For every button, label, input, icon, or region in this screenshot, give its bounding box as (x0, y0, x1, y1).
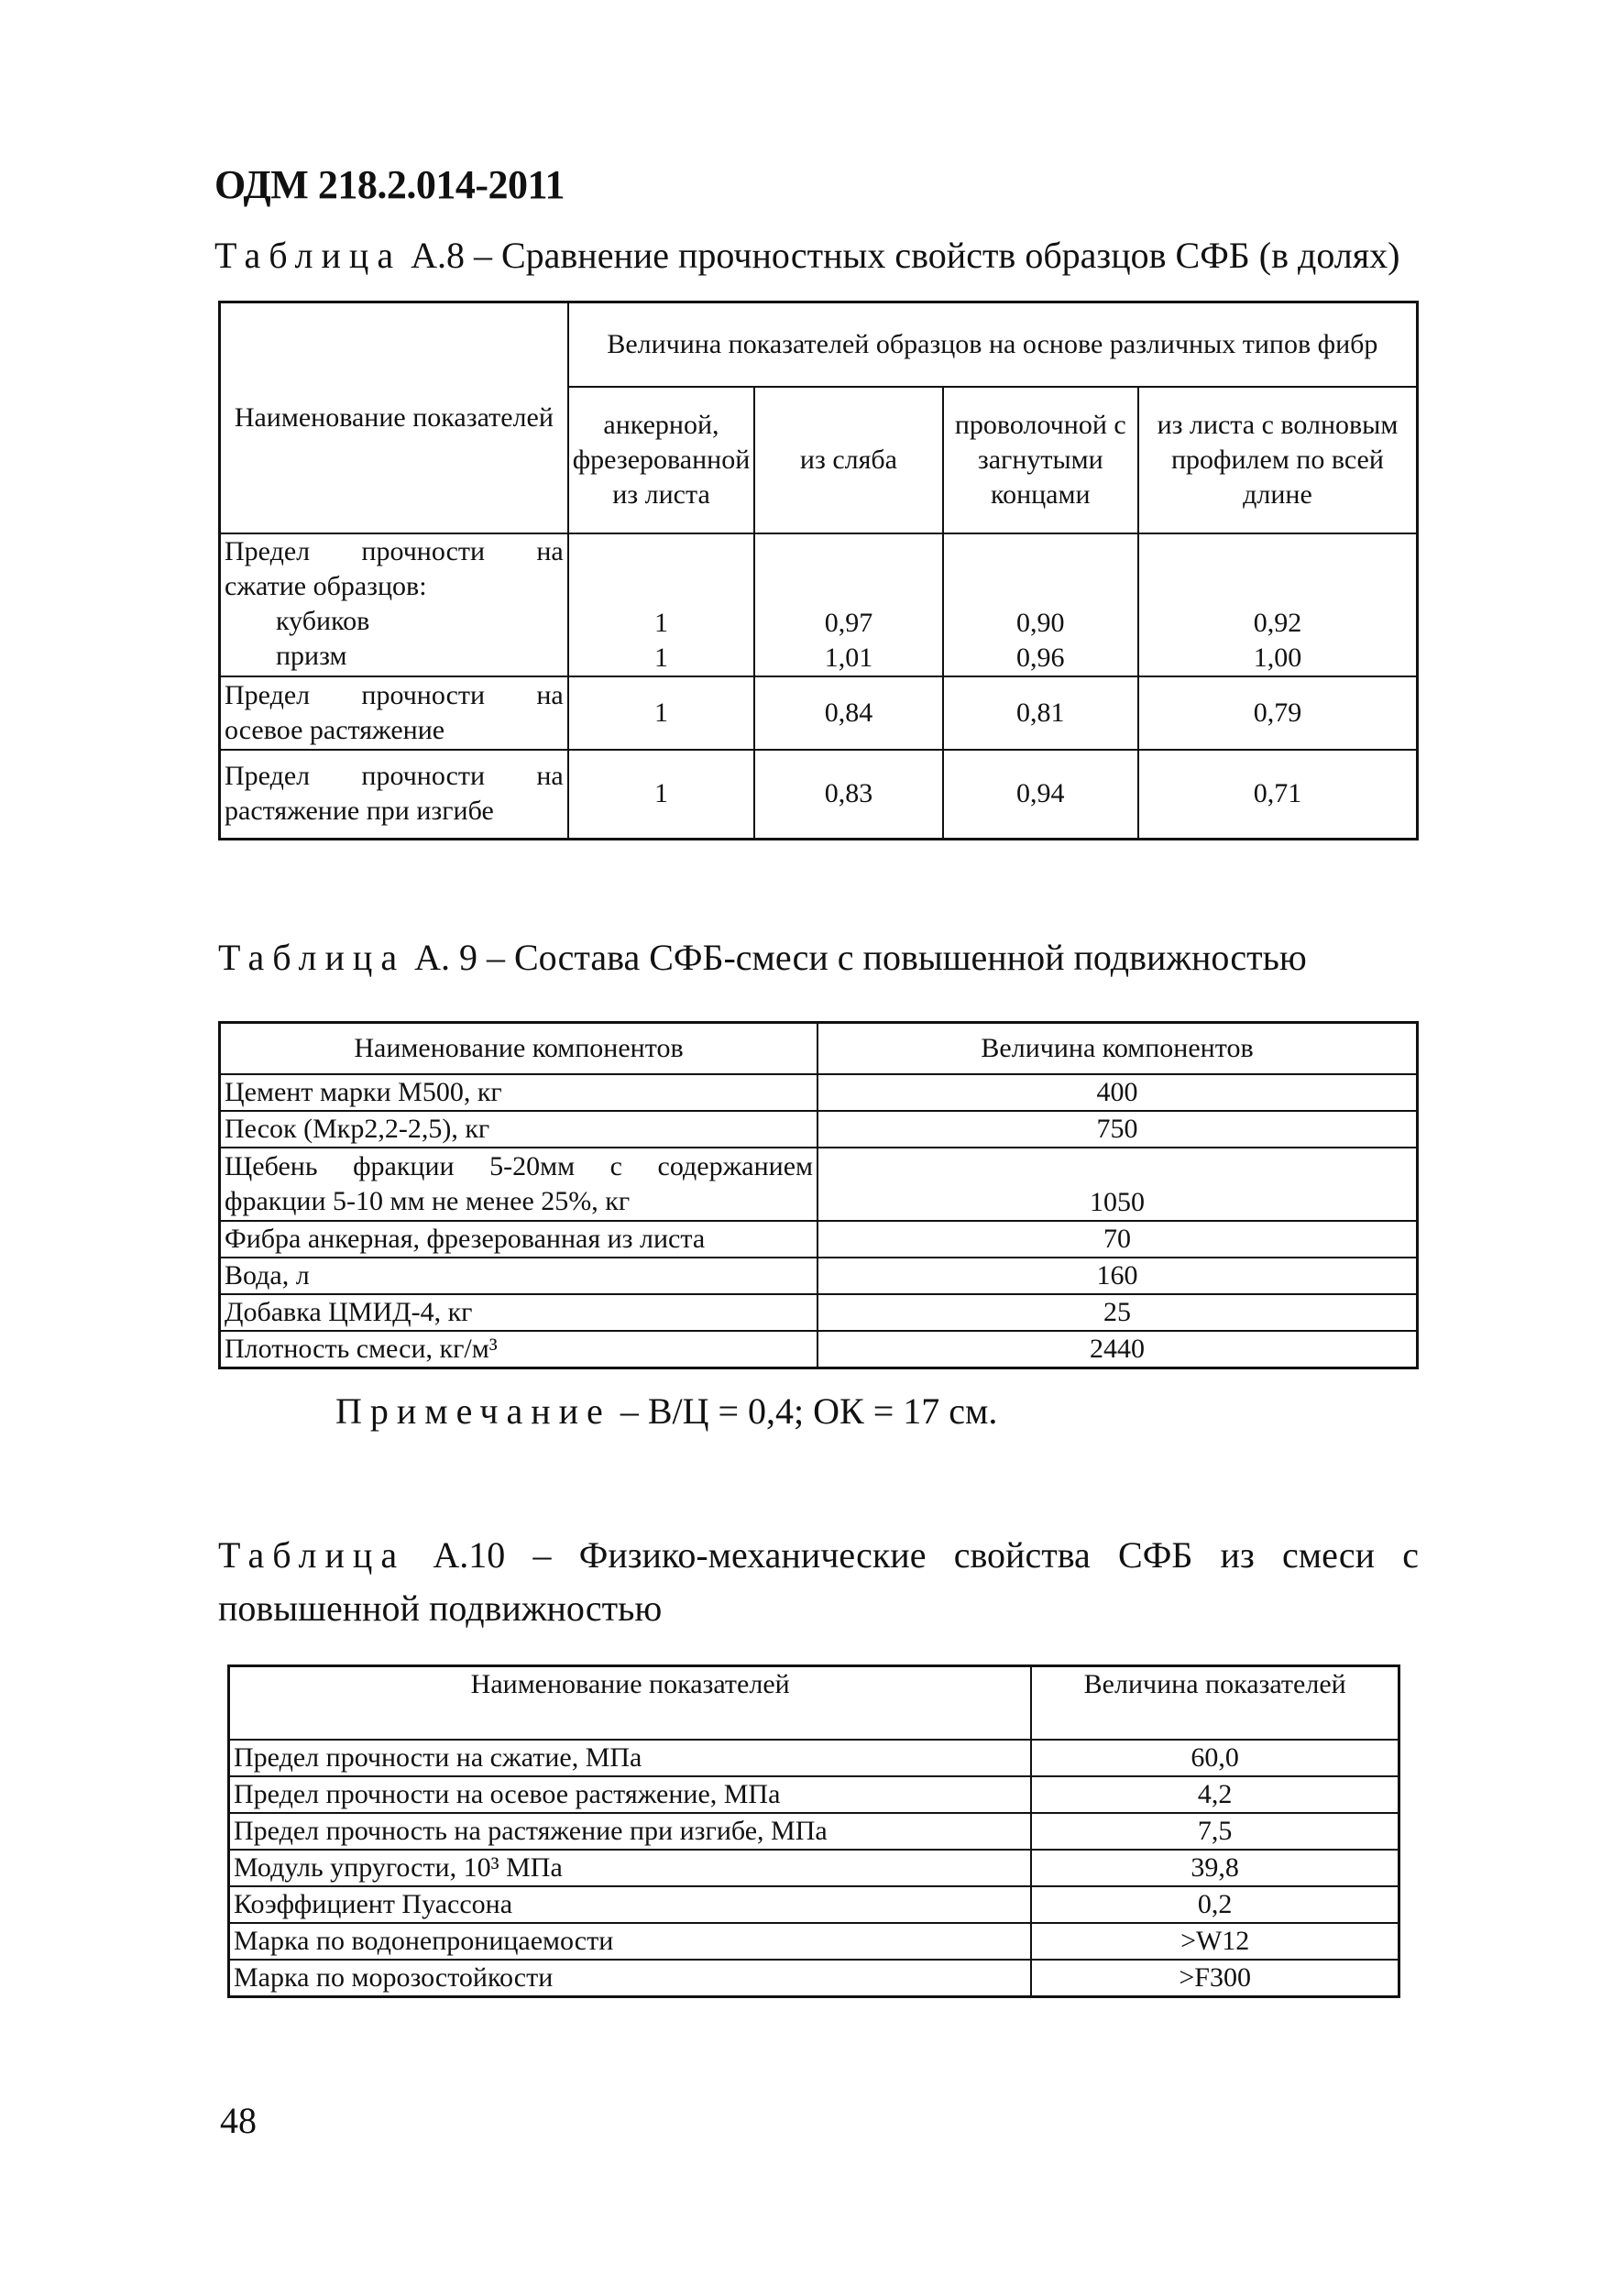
row-sublabel-prisms: призм (276, 640, 347, 671)
table-a8-col4-header: из листа с волновым профилем по всей длине (1138, 387, 1418, 533)
document-code: ОДМ 218.2.014-2011 (214, 162, 565, 207)
table-row (220, 1258, 1418, 1294)
table-cell: 160 (817, 1258, 1417, 1294)
table-cell: >W12 (1031, 1923, 1399, 1960)
table-a8-row-label (220, 533, 568, 676)
table-a10-caption-text-line2: повышенной подвижностью (218, 1587, 663, 1629)
table-a10-col1-header: Величина показателей (1031, 1666, 1399, 1740)
table-a8-row-label: Предел прочности на растяжение при изгибе (220, 750, 568, 840)
table-cell: 0,90 0,96 (943, 533, 1138, 676)
table-a8 (218, 301, 1419, 840)
note-label: Примечание (335, 1390, 611, 1432)
table-cell: 70 (817, 1221, 1417, 1258)
table-cell: 400 (817, 1074, 1417, 1111)
table-row (229, 1923, 1399, 1960)
table-cell: 750 (817, 1111, 1417, 1148)
table-cell: 4,2 (1031, 1776, 1399, 1813)
table-a10-col0-header: Наименование показателей (229, 1666, 1032, 1740)
table-row (229, 1776, 1399, 1813)
table-cell: 0,92 1,00 (1138, 533, 1418, 676)
table-cell: Вода, л (220, 1258, 818, 1294)
table-cell: Предел прочность на растяжение при изгибе, МПа (229, 1813, 1032, 1850)
table-cell: 0,2 (1031, 1886, 1399, 1923)
table-cell: 2440 (817, 1331, 1417, 1368)
table-a9-caption (218, 931, 1307, 984)
table-a8-caption-label: Таблица (214, 235, 402, 276)
table-cell: Коэффициент Пуассона (229, 1886, 1032, 1923)
table-a9 (218, 1021, 1419, 1369)
table-a9-note (335, 1390, 997, 1433)
table-row (220, 1294, 1418, 1331)
table-cell: 0,81 (943, 676, 1138, 750)
table-cell: 0,79 (1138, 676, 1418, 750)
table-cell: 1 (568, 750, 755, 840)
page-number: 48 (220, 2100, 257, 2141)
table-cell: Песок (Мкр2,2-2,5), кг (220, 1111, 818, 1148)
note-text: – В/Ц = 0,4; ОК = 17 см. (610, 1390, 998, 1432)
table-cell: 0,71 (1138, 750, 1418, 840)
table-row (220, 1331, 1418, 1368)
table-cell: Предел прочности на сжатие, МПа (229, 1740, 1032, 1776)
row-label-line: сжатие образцов: (225, 570, 427, 601)
table-a8-col3-header: проволочной с загнутыми концами (943, 387, 1138, 533)
table-row (220, 676, 1418, 750)
table-cell: 60,0 (1031, 1740, 1399, 1776)
table-cell: Модуль упругости, 10³ МПа (229, 1850, 1032, 1886)
table-row (229, 1886, 1399, 1923)
table-cell: Цемент марки М500, кг (220, 1074, 818, 1111)
table-row (229, 1850, 1399, 1886)
table-a8-caption (214, 229, 1399, 282)
table-cell: Марка по морозостойкости (229, 1960, 1032, 1997)
table-a8-caption-text: А.8 – Сравнение прочностных свойств образцов СФБ (в долях) (411, 235, 1400, 276)
table-row (220, 533, 1418, 676)
table-cell: Марка по водонепроницаемости (229, 1923, 1032, 1960)
table-cell: 0,94 (943, 750, 1138, 840)
table-cell: Фибра анкерная, фрезерованная из листа (220, 1221, 818, 1258)
table-row (220, 1074, 1418, 1111)
table-cell: 0,84 (754, 676, 942, 750)
table-cell: Добавка ЦМИД-4, кг (220, 1294, 818, 1331)
table-row (220, 1221, 1418, 1258)
table-a9-caption-text: А. 9 – Состава СФБ-смеси с повышенной подвижностью (414, 937, 1307, 978)
table-cell: 7,5 (1031, 1813, 1399, 1850)
table-a9-caption-label: Таблица (218, 937, 406, 978)
table-a10-caption-text: А.10 – Физико-механические свойства СФБ из смеси с (433, 1534, 1419, 1576)
table-a8-col0-header: Наименование показателей (220, 302, 568, 533)
table-row (229, 1960, 1399, 1997)
table-a8-group-header: Величина показателей образцов на основе различных типов фибр (568, 302, 1418, 387)
table-cell: 25 (817, 1294, 1417, 1331)
table-a10-caption (218, 1529, 1419, 1635)
table-a9-col1-header: Величина компонентов (817, 1023, 1417, 1074)
row-sublabel-cubes: кубиков (276, 605, 370, 636)
table-cell: Предел прочности на осевое растяжение, МПа (229, 1776, 1032, 1813)
row-label-line: Предел прочности на (225, 535, 564, 566)
table-a10 (227, 1664, 1400, 1998)
table-a8-col1-header: анкерной, фрезерованной из листа (568, 387, 755, 533)
table-cell: >F300 (1031, 1960, 1399, 1997)
table-cell: 1 (568, 676, 755, 750)
table-row (229, 1740, 1399, 1776)
table-a9-col0-header: Наименование компонентов (220, 1023, 818, 1074)
table-cell: 1050 (817, 1148, 1417, 1221)
table-row (229, 1813, 1399, 1850)
table-row (220, 750, 1418, 840)
table-a10-caption-label: Таблица (218, 1534, 406, 1576)
table-row (220, 1111, 1418, 1148)
table-cell: 1 1 (568, 533, 755, 676)
table-cell: Щебень фракции 5-20мм с содержанием фракции 5-10 мм не менее 25%, кг (220, 1148, 818, 1221)
table-cell: 0,83 (754, 750, 942, 840)
table-cell: 0,97 1,01 (754, 533, 942, 676)
table-cell: 39,8 (1031, 1850, 1399, 1886)
table-a8-col2-header: из сляба (754, 387, 942, 533)
table-cell: Плотность смеси, кг/м³ (220, 1331, 818, 1368)
table-a8-row-label: Предел прочности на осевое растяжение (220, 676, 568, 750)
table-row (220, 1148, 1418, 1221)
